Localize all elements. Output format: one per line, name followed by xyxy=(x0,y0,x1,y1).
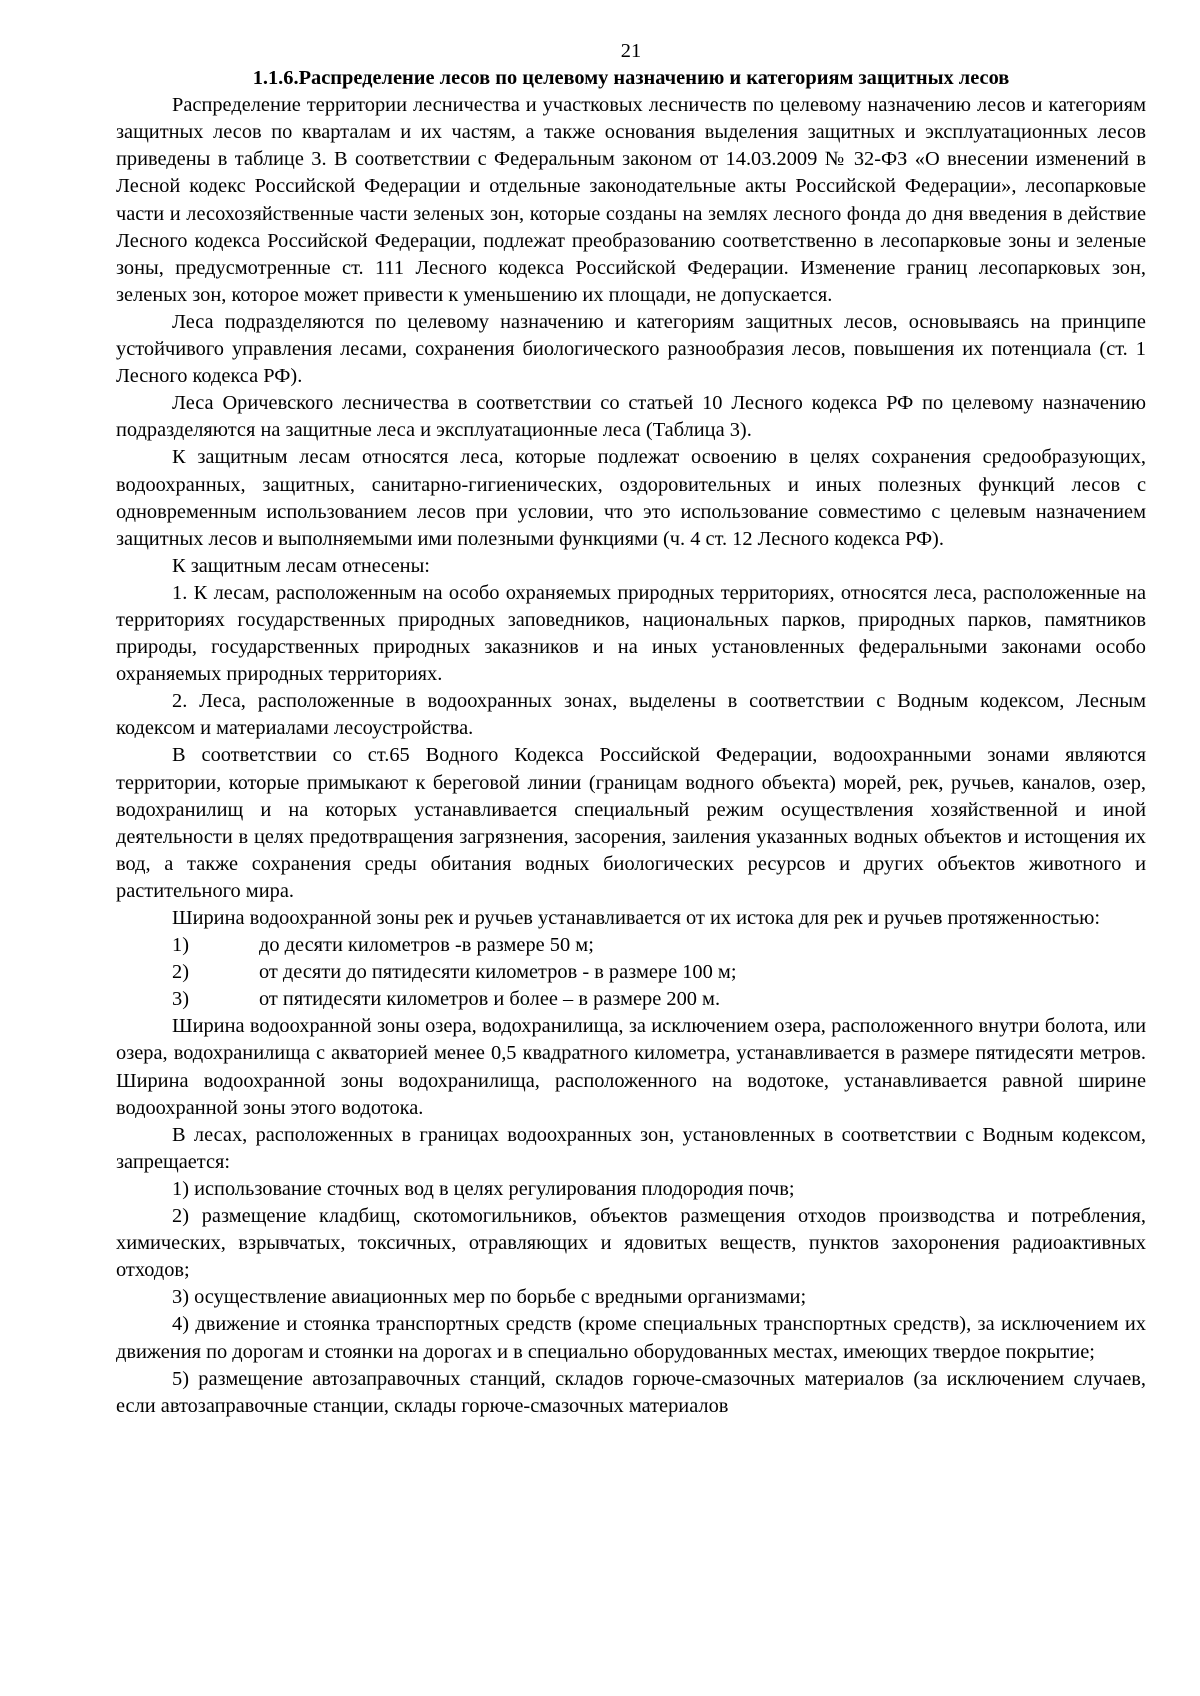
list-item-number: 2) xyxy=(172,961,189,984)
paragraph-zone-width-intro: Ширина водоохранной зоны рек и ручьев устанавливается от их истока для рек и ручьев протяженностью: xyxy=(172,907,1101,929)
list-item xyxy=(116,932,1146,959)
paragraph-water-code-art65: В соответствии со ст.65 Водного Кодекса Российской Федерации, водоохранными зонами являются территории, которые примыкают к береговой линии (границам водного объекта) морей, рек, ручьев, каналов, озер, водохранилищ и на которых устанавливается специальный режим осуществления хозяйственной и иной деятельности в целях предотвращения загрязнения, засорения, заиления указанных водных объектов и истощения их вод, а также сохранения среды обитания водных биологических ресурсов и других объектов животного и растительного мира. xyxy=(116,744,1146,902)
prohibition-item: 3) осуществление авиационных мер по борьбе с вредными организмами; xyxy=(172,1286,807,1309)
paragraph-protective-forests-list-intro: К защитным лесам отнесены: xyxy=(172,554,430,577)
list-item-text: от десяти до пятидесяти километров - в размере 100 м; xyxy=(259,961,737,984)
paragraph-lake-zone-width: Ширина водоохранной зоны озера, водохранилища, за исключением озера, расположенного внутри болота, или озера, водохранилища с акваторией менее 0,5 квадратного километра, устанавливается в размере пятидесяти метров. Ширина водоохранной зоны водохранилища, расположенного на водотоке, устанавливается равной ширине водоохранной зоны этого водотока. xyxy=(116,1015,1146,1119)
paragraph-water-protection-zones: 2. Леса, расположенные в водоохранных зонах, выделены в соответствии с Водным кодексом, Лесным кодексом и материалами лесоустройства. xyxy=(116,690,1146,740)
paragraph-division-principles: Леса подразделяются по целевому назначению и категориям защитных лесов, основываясь на принципе устойчивого управления лесами, сохранения биологического разнообразия лесов, повышения их потенциала (ст. 1 Лесного кодекса РФ). xyxy=(116,310,1146,388)
document-page xyxy=(116,38,1146,1420)
prohibition-item: 1) использование сточных вод в целях регулирования плодородия почв; xyxy=(172,1177,795,1200)
list-item-number: 3) xyxy=(172,988,189,1011)
section-title: 1.1.6.Распределение лесов по целевому назначению и категориям защитных лесов xyxy=(252,67,1010,90)
list-item-number: 1) xyxy=(172,934,189,957)
prohibition-item: 4) движение и стоянка транспортных средств (кроме специальных транспортных средств), за исключением их движения по дорогам и стоянки на дорогах и в специально оборудованных местах, имеющих твердое покрытие; xyxy=(116,1313,1146,1363)
paragraph-orichevsky-forests: Леса Оричевского лесничества в соответствии со статьей 10 Лесного кодекса РФ по целевому назначению подразделяются на защитные леса и эксплуатационные леса (Таблица 3). xyxy=(116,392,1146,442)
paragraph-protective-forests-definition: К защитным лесам относятся леса, которые подлежат освоению в целях сохранения средообразующих, водоохранных, защитных, санитарно-гигиенических, оздоровительных и иных полезных функций лесов с одновременным использованием лесов при условии, что это использование совместимо с целевым назначением защитных лесов и выполняемыми ими полезными функциями (ч. 4 ст. 12 Лесного кодекса РФ). xyxy=(116,446,1146,550)
prohibition-item: 5) размещение автозаправочных станций, складов горюче-смазочных материалов (за исключением случаев, если автозаправочные станции, склады горюче-смазочных материалов xyxy=(116,1367,1146,1417)
paragraph-protected-areas: 1. К лесам, расположенным на особо охраняемых природных территориях, относятся леса, расположенные на территориях государственных природных заповедников, национальных парков, природных парков, памятников природы, государственных природных заказников и на иных установленных федеральными законами особо охраняемых природных территориях. xyxy=(116,581,1146,686)
list-item xyxy=(116,959,1146,986)
list-item xyxy=(116,986,1146,1013)
paragraph-distribution: Распределение территории лесничества и участковых лесничеств по целевому назначению лесов и категориям защитных лесов по кварталам и их частям, а также основания выделения защитных и эксплуатационных лесов приведены в таблице 3. В соответствии с Федеральным законом от 14.03.2009 № 32-ФЗ «О внесении изменений в Лесной кодекс Российской Федерации и отдельные законодательные акты Российской Федерации», лесопарковые части и лесохозяйственные части зеленых зон, которые созданы на землях лесного фонда до дня введения в действие Лесного кодекса Российской Федерации, подлежат преобразованию соответственно в лесопарковые зоны и зеленые зоны, предусмотренные ст. 111 Лесного кодекса Российской Федерации. Изменение границ лесопарковых зон, зеленых зон, которое может привести к уменьшению их площади, не допускается. xyxy=(116,94,1146,306)
paragraph-prohibitions-intro: В лесах, расположенных в границах водоохранных зон, установленных в соответствии с Водным кодексом, запрещается: xyxy=(116,1123,1146,1173)
prohibition-item: 2) размещение кладбищ, скотомогильников, объектов размещения отходов производства и потребления, химических, взрывчатых, токсичных, отравляющих и ядовитых веществ, пунктов захоронения радиоактивных отходов; xyxy=(116,1205,1146,1282)
page-number: 21 xyxy=(620,40,642,62)
list-item-text: до десяти километров -в размере 50 м; xyxy=(259,934,594,957)
list-item-text: от пятидесяти километров и более – в размере 200 м. xyxy=(259,988,721,1011)
